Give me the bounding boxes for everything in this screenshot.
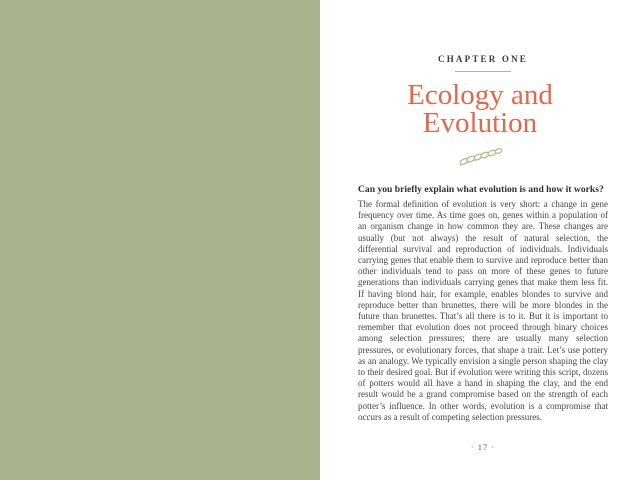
page-number: · 17 · bbox=[470, 442, 496, 452]
chapter-label: CHAPTER ONE bbox=[438, 54, 528, 64]
right-page bbox=[320, 0, 640, 480]
chapter-title-line2: Evolution bbox=[422, 107, 538, 139]
leaf-sprig-ornament-icon bbox=[320, 146, 640, 173]
body-paragraph: The formal definition of evolution is very short: a change in gene frequency over time. As time goes on, genes within a population of an organism change in how common they are. These changes are usually (but not always) the result of natural selection, the differential survival and reproduction of individuals. Individuals carrying genes that enable them to survive and reproduce better than other individuals tend to pass on more of these genes to future generations than individuals carrying genes that make them less fit. If having blond hair, for example, enables blondes to survive and reproduce better than brunettes, there will be more blondes in the future than brunettes. That’s all there is to it. But it is important to remember that evolution does not proceed through binary choices among selection pressures; there are usually many selection pressures, or evolutionary forces, that shape a trait. Let’s use pottery as an analogy. We typically envision a single person shaping the clay to their desired goal. But if evolution were writing this script, dozens of potters would all have a hand in shaping the clay, and the end result would be a grand compromise based on the strength of each potter’s influence. In other words, evolution is a compromise that occurs as a result of competing selection pressures. bbox=[358, 199, 608, 422]
question-heading: Can you briefly explain what evolution is and how it works? bbox=[358, 184, 604, 195]
chapter-rule-divider bbox=[455, 71, 511, 72]
chapter-title bbox=[320, 81, 640, 137]
chapter-title-line1: Ecology and bbox=[407, 79, 553, 111]
